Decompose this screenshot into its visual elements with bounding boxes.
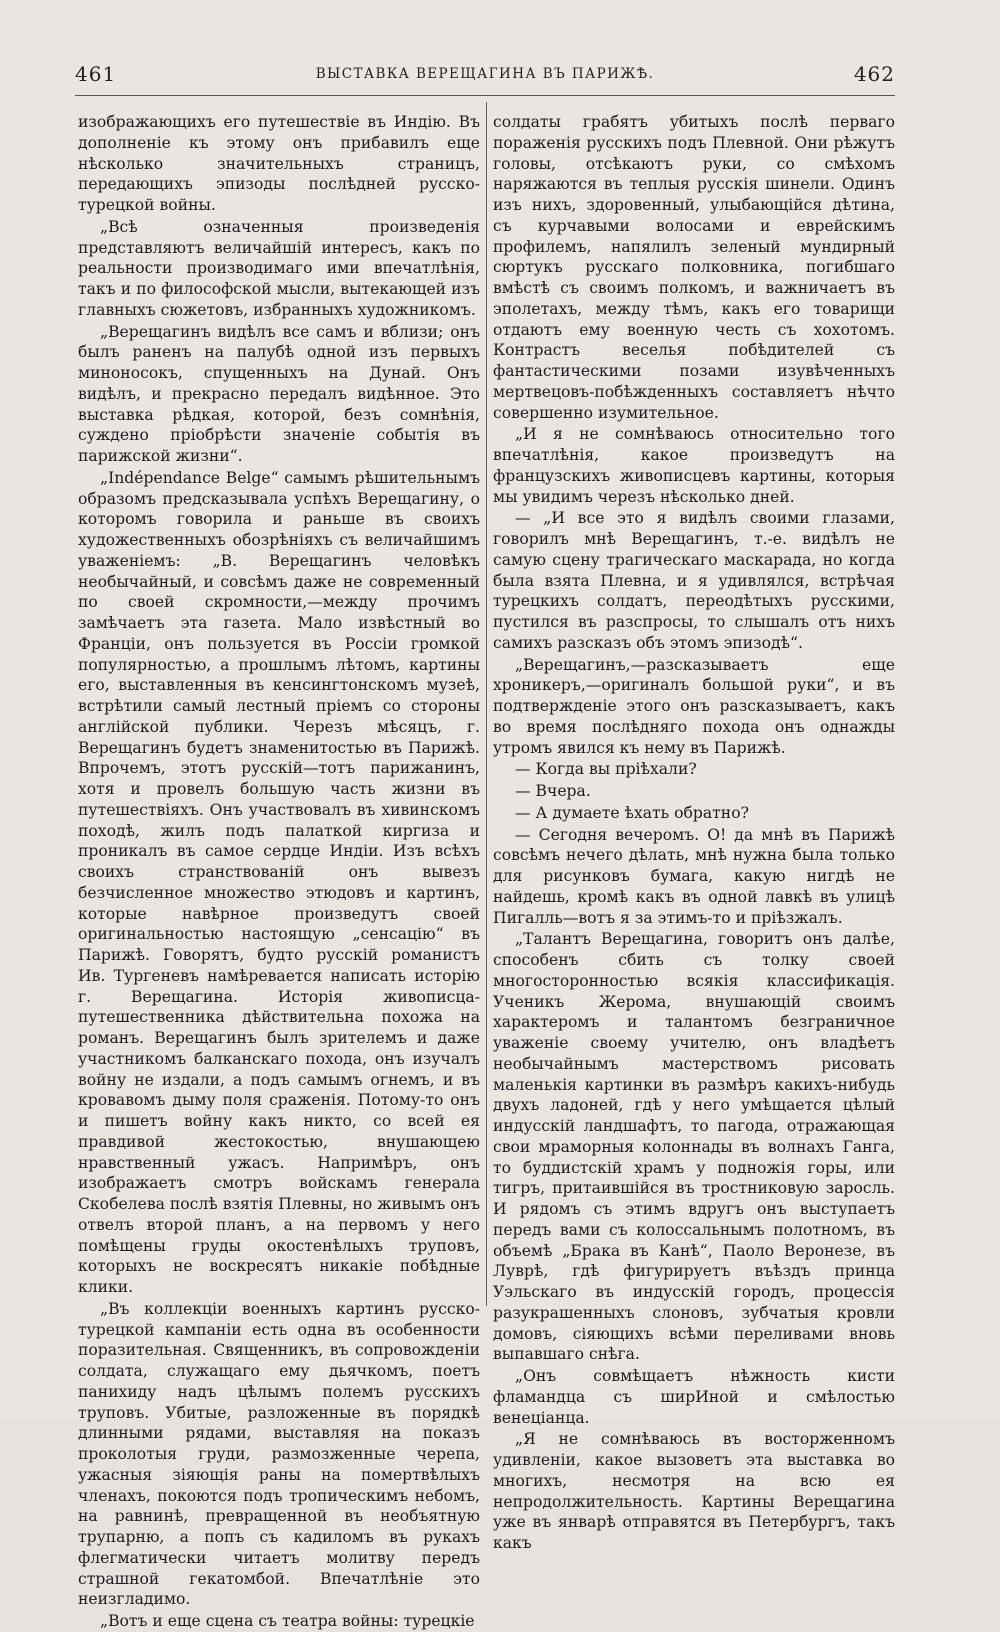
column-divider	[486, 102, 487, 1306]
paragraph: „Я не сомнѣваюсь въ восторженномъ удивленіи, какое вызоветъ эта выставка во многихъ, несмотря на всю ея непродолжительность. Картины Верещагина уже въ январѣ отправятся въ Петербургъ, такъ какъ	[493, 1430, 895, 1552]
paragraph: „Вотъ и еще сцена съ театра войны: турецкіе	[100, 1612, 475, 1630]
paragraph: — „И все это я видѣлъ своими глазами, говорилъ мнѣ Верещагинъ, т.-е. видѣлъ не самую сцену трагическаго маскарада, но когда была взята Плевна, и я удивлялся, встрѣчая турецкихъ солдатъ, переодѣтыхъ русскими, пустился въ разспросы, то слышалъ отъ нихъ самихъ разсказъ объ этомъ эпизодѣ“.	[493, 509, 895, 652]
paragraph: „Верещагинъ видѣлъ все самъ и вблизи; онъ былъ раненъ на палубѣ одной изъ первыхъ миноносокъ, спущенныхъ на Дунай. Онъ видѣлъ, и прекрасно передалъ видѣнное. Это выставка рѣдкая, которой, безъ сомнѣнія, суждено пріобрѣсти значеніе событія въ парижской жизни“.	[78, 322, 480, 465]
dialogue-line: — Вчера.	[515, 782, 591, 800]
paragraph: „Верещагинъ,—разсказываетъ еще хроникеръ,—оригиналъ большой руки“, и въ подтвержденіе этого онъ разсказываетъ, какъ во время послѣдняго похода онъ однажды утромъ явился къ нему въ Парижѣ.	[493, 655, 895, 757]
dialogue-line: — А думаете ѣхать обратно?	[515, 803, 749, 822]
paragraph: „Въ коллекціи военныхъ картинъ русско-турецкой кампаніи есть одна въ особенности поразительная. Священникъ, въ сопровожденіи солдата, служащаго ему дьячкомъ, поетъ панихиду надъ цѣлымъ полемъ русскихъ труповъ. Убитые, разложенные въ порядкѣ длинными рядами, выставляя на показъ проколотыя груди, размозженные черепа, ужасныя зіяющія раны на помертвѣлыхъ членахъ, покоются подъ тропическимъ небомъ, на равнинѣ, превращенной въ необъятную трупарню, а попъ съ кадиломъ въ рукахъ флегматически читаетъ молитву передъ страшной гекатомбой. Впечатлѣніе это неизгладимо.	[78, 1299, 480, 1609]
dialogue-line: — Когда вы пріѣхали?	[515, 760, 697, 779]
right-column	[493, 112, 895, 1554]
page-number-left: 461	[75, 62, 117, 86]
paragraph: солдаты грабятъ убитыхъ послѣ перваго пораженія русскихъ подъ Плевной. Они рѣжутъ головы, отсѣкаютъ руки, со смѣхомъ наряжаются въ теплыя русскія шинели. Одинъ изъ нихъ, здоровенный, улыбающійся дѣтина, съ курчавыми волосами и еврейскимъ профилемъ, напялилъ зеленый мундирный сюртукъ русскаго полковника, погибшаго вмѣстѣ съ своимъ полкомъ, и важничаетъ въ эполетахъ, между тѣмъ, какъ его товарищи отдаютъ ему военную честь съ хохотомъ. Контрастъ веселья побѣдителей съ фантастическими позами изувѣченныхъ мертвецовъ-побѣжденныхъ составляетъ нѣчто совершенно изумительное.	[493, 113, 895, 422]
page-number-right: 462	[853, 62, 895, 86]
page-header	[75, 62, 895, 88]
paragraph: „Талантъ Верещагина, говоритъ онъ далѣе, способенъ сбить съ толку своей многосторонностью всякія классификація. Ученикъ Жерома, внушающій своимъ характеромъ и талантомъ безграничное уваженіе своему учителю, онъ владѣетъ необычайнымъ мастерствомъ рисовать маленькія картинки въ размѣръ какихъ-нибудь двухъ ладоней, гдѣ у него умѣщается цѣлый индусскій ландшафтъ, то пагода, отражающая свои мраморныя колоннады въ волнахъ Ганга, то буддистскій храмъ у подножія горы, или тигръ, притаившійся въ тростниковую заросль. И рядомъ съ этимъ вдругъ онъ выступаетъ передъ вами съ колоссальнымъ полотномъ, въ объемѣ „Брака въ Канѣ“, Паоло Веронезе, въ Луврѣ, гдѣ фигурируетъ въѣздъ принца Уэльскаго въ индусскій городъ, процессія разукрашенныхъ слоновъ, зубчатыя кровли домовъ, сіяющихъ всѣми переливами вновь выпавшаго снѣга.	[493, 930, 895, 1364]
paragraph: „И я не сомнѣваюсь относительно того впечатлѣнія, какое произведутъ на французскихъ живописцевъ картины, которыя мы увидимъ черезъ нѣсколько дней.	[493, 425, 895, 506]
left-column	[78, 112, 480, 1632]
header-rule	[75, 95, 895, 96]
running-title: ВЫСТАВКА ВЕРЕЩАГИНА ВЪ ПАРИЖѢ.	[315, 66, 655, 82]
paragraph: изображающихъ его путешествіе въ Индію. Въ дополненіе къ этому онъ прибавилъ еще нѣсколько значительныхъ страницъ, передающихъ эпизоды послѣдней русско-турецкой войны.	[78, 113, 480, 214]
paragraph: „Indépendance Belge“ самымъ рѣшительнымъ образомъ предсказывала успѣхъ Верещагину, о которомъ говорила и раньше въ своихъ художественныхъ обозрѣніяхъ съ величайшимъ уваженіемъ: „В. Верещагинъ человѣкъ необычайный, и совсѣмъ даже не современный по своей скромности,—между прочимъ замѣчаетъ эта газета. Мало извѣстный во Франціи, онъ пользуется въ Россіи громкой популярностью, а прошлымъ лѣтомъ, картины его, выставленныя въ кенсингтонскомъ музеѣ, встрѣтили самый лестный пріемъ со стороны англійской публики. Черезъ мѣсяцъ, г. Верещагинъ будетъ знаменитостью въ Парижѣ. Впрочемъ, этотъ русскій—тотъ парижанинъ, хотя и провелъ большую часть жизни въ путешествіяхъ. Онъ участвовалъ въ хивинскомъ походѣ, жилъ подъ палаткой киргиза и проникалъ въ самое сердце Индіи. Изъ всѣхъ своихъ странствованій онъ вывезъ безчисленное множество этюдовъ и картинъ, которые навѣрное произведутъ своей оригинальностью настоящую „сенсацію“ въ Парижѣ. Говорятъ, будто русскій романистъ Ив. Тургеневъ намѣревается написать исторію г. Верещагина. Исторія живописца-путешественника дѣйствительна похожа на романъ. Верещагинъ былъ зрителемъ и даже участникомъ балканскаго похода, онъ изучалъ войну не издали, а подъ самымъ огнемъ, и въ кровавомъ дыму поля сраженія. Потому-то онъ и пишетъ войну какъ никто, со всей ея правдивой жестокостью, внушающею нравственный ужасъ. Напримѣръ, онъ изображаетъ смотръ войскамъ генерала Скобелева послѣ взятія Плевны, но живымъ онъ отвелъ второй планъ, а на первомъ у него помѣщены груды окостенѣлыхъ труповъ, которыхъ не воскресятъ никакіе побѣдные клики.	[78, 468, 480, 1296]
paragraph: „Онъ совмѣщаетъ нѣжность кисти фламандца съ ширИной и смѣлостью венеціанца.	[493, 1367, 895, 1427]
paragraph: „Всѣ означенныя произведенія представляютъ величайшій интересъ, какъ по реальности производимаго ими впечатлѣнія, такъ и по философской мысли, вытекающей изъ главныхъ сюжетовъ, избранныхъ художникомъ.	[78, 217, 480, 319]
paragraph: — Сегодня вечеромъ. О! да мнѣ въ Парижѣ совсѣмъ нечего дѣлать, мнѣ нужна была только для рисунковъ бумага, какую нигдѣ не найдешь, кромѣ какъ въ одной лавкѣ въ улицѣ Пигалль—вотъ я за этимъ-то и пріѣзжалъ.	[493, 825, 895, 927]
